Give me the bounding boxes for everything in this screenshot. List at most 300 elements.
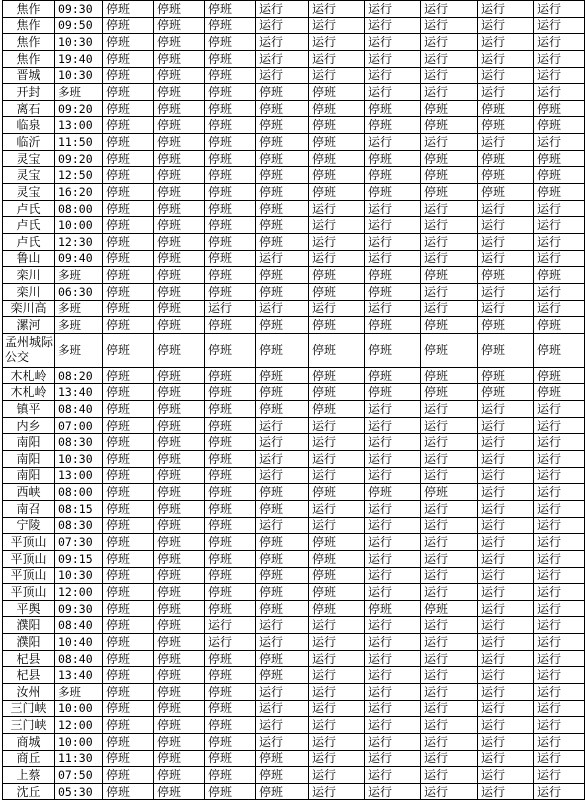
status-cell: 停班 [154,200,205,217]
status-cell: 停班 [534,150,585,167]
status-cell: 运行 [534,500,585,517]
status-cell: 运行 [478,700,534,717]
status-cell: 停班 [256,534,309,551]
status-cell: 停班 [103,184,154,201]
status-cell: 停班 [205,534,256,551]
departure-time-cell: 09:15 [55,550,103,567]
status-cell: 停班 [103,700,154,717]
table-row [3,167,585,184]
status-cell: 运行 [309,750,365,767]
destination-cell: 杞县 [3,650,55,667]
status-cell: 停班 [256,117,309,134]
status-cell: 停班 [205,467,256,484]
status-cell: 停班 [309,567,365,584]
status-cell: 运行 [421,300,478,317]
status-cell: 停班 [478,117,534,134]
departure-time-cell: 10:30 [55,67,103,84]
status-cell: 停班 [154,700,205,717]
destination-cell: 汝州 [3,683,55,700]
status-cell: 停班 [256,750,309,767]
status-cell: 停班 [103,200,154,217]
table-row [3,1,585,18]
status-cell: 停班 [365,333,421,367]
status-cell: 停班 [154,100,205,117]
table-row [3,367,585,384]
departure-time-cell: 08:30 [55,434,103,451]
status-cell: 运行 [421,783,478,800]
status-cell: 停班 [103,317,154,334]
status-cell: 运行 [309,467,365,484]
status-cell: 停班 [256,100,309,117]
departure-time-cell: 07:50 [55,767,103,784]
status-cell: 运行 [478,484,534,501]
status-cell: 运行 [256,250,309,267]
status-cell: 停班 [154,150,205,167]
status-cell: 停班 [154,417,205,434]
status-cell: 停班 [103,733,154,750]
status-cell: 运行 [534,484,585,501]
status-cell: 运行 [365,84,421,101]
status-cell: 停班 [309,84,365,101]
status-cell: 运行 [421,467,478,484]
destination-cell: 平舆 [3,600,55,617]
status-cell: 停班 [154,401,205,418]
table-row [3,650,585,667]
status-cell: 运行 [365,17,421,34]
status-cell: 停班 [154,167,205,184]
table-row [3,484,585,501]
destination-cell: 临泉 [3,117,55,134]
destination-cell: 栾川高 [3,300,55,317]
status-cell: 运行 [309,683,365,700]
status-cell: 停班 [205,184,256,201]
departure-time-cell: 08:15 [55,500,103,517]
table-row [3,217,585,234]
status-cell: 运行 [365,50,421,67]
status-cell: 运行 [478,650,534,667]
status-cell: 运行 [534,517,585,534]
status-cell: 停班 [478,317,534,334]
status-cell: 停班 [154,683,205,700]
status-cell: 运行 [309,451,365,468]
status-cell: 运行 [421,650,478,667]
status-cell: 运行 [478,1,534,18]
table-row [3,600,585,617]
status-cell: 停班 [205,84,256,101]
status-cell: 运行 [256,50,309,67]
status-cell: 停班 [103,667,154,684]
status-cell: 运行 [478,233,534,250]
status-cell: 停班 [103,217,154,234]
status-cell: 运行 [478,767,534,784]
status-cell: 运行 [421,617,478,634]
status-cell: 停班 [365,600,421,617]
status-cell: 停班 [421,267,478,284]
departure-time-cell: 13:40 [55,384,103,401]
status-cell: 运行 [256,434,309,451]
status-cell: 停班 [256,401,309,418]
status-cell: 运行 [365,67,421,84]
status-cell: 运行 [534,417,585,434]
departure-time-cell: 07:00 [55,417,103,434]
status-cell: 停班 [421,167,478,184]
status-cell: 停班 [256,500,309,517]
status-cell: 停班 [365,384,421,401]
status-cell: 停班 [103,67,154,84]
status-cell: 运行 [365,733,421,750]
status-cell: 运行 [421,84,478,101]
status-cell: 运行 [534,650,585,667]
status-cell: 运行 [478,451,534,468]
status-cell: 停班 [103,550,154,567]
status-cell: 运行 [365,783,421,800]
status-cell: 停班 [478,167,534,184]
table-row [3,767,585,784]
status-cell: 运行 [534,300,585,317]
departure-time-cell: 16:20 [55,184,103,201]
status-cell: 停班 [103,534,154,551]
status-cell: 停班 [309,584,365,601]
status-cell: 停班 [103,434,154,451]
status-cell: 运行 [534,683,585,700]
departure-time-cell: 06:30 [55,283,103,300]
departure-time-cell: 10:30 [55,567,103,584]
status-cell: 停班 [154,333,205,367]
status-cell: 停班 [154,634,205,651]
status-cell: 停班 [103,250,154,267]
status-cell: 停班 [103,484,154,501]
status-cell: 停班 [154,667,205,684]
status-cell: 运行 [256,717,309,734]
status-cell: 运行 [365,750,421,767]
status-cell: 停班 [534,317,585,334]
table-row [3,84,585,101]
status-cell: 停班 [421,384,478,401]
status-cell: 运行 [205,617,256,634]
status-cell: 停班 [534,367,585,384]
status-cell: 停班 [205,434,256,451]
departure-time-cell: 09:30 [55,600,103,617]
status-cell: 停班 [205,200,256,217]
table-row [3,500,585,517]
status-cell: 停班 [365,267,421,284]
status-cell: 停班 [365,367,421,384]
status-cell: 停班 [205,150,256,167]
status-cell: 停班 [478,267,534,284]
status-cell: 运行 [478,567,534,584]
status-cell: 停班 [421,117,478,134]
status-cell: 停班 [103,233,154,250]
status-cell: 运行 [365,500,421,517]
departure-time-cell: 08:40 [55,617,103,634]
status-cell: 停班 [154,750,205,767]
status-cell: 停班 [309,550,365,567]
status-cell: 运行 [421,550,478,567]
destination-cell: 卢氏 [3,217,55,234]
status-cell: 停班 [154,1,205,18]
destination-cell: 焦作 [3,50,55,67]
status-cell: 运行 [478,617,534,634]
destination-cell: 南阳 [3,434,55,451]
status-cell: 运行 [421,67,478,84]
status-cell: 运行 [365,417,421,434]
status-cell: 运行 [534,250,585,267]
status-cell: 运行 [534,233,585,250]
destination-cell: 南阳 [3,467,55,484]
status-cell: 停班 [103,634,154,651]
departure-time-cell: 08:40 [55,650,103,667]
status-cell: 运行 [256,634,309,651]
status-cell: 运行 [421,517,478,534]
status-cell: 运行 [421,17,478,34]
destination-cell: 木札岭 [3,367,55,384]
status-cell: 运行 [309,500,365,517]
status-cell: 停班 [478,384,534,401]
status-cell: 停班 [534,384,585,401]
departure-time-cell: 12:00 [55,584,103,601]
status-cell: 停班 [365,184,421,201]
status-cell: 运行 [421,750,478,767]
status-cell: 停班 [205,367,256,384]
status-cell: 停班 [154,467,205,484]
status-cell: 停班 [478,367,534,384]
status-cell: 停班 [103,300,154,317]
destination-cell: 灵宝 [3,167,55,184]
status-cell: 停班 [205,100,256,117]
table-row [3,100,585,117]
status-cell: 停班 [205,317,256,334]
status-cell: 运行 [534,134,585,151]
departure-time-cell: 09:40 [55,250,103,267]
status-cell: 停班 [205,34,256,51]
status-cell: 停班 [103,517,154,534]
status-cell: 运行 [534,467,585,484]
status-cell: 停班 [154,434,205,451]
status-cell: 停班 [154,650,205,667]
table-row [3,700,585,717]
status-cell: 运行 [309,217,365,234]
status-cell: 停班 [205,283,256,300]
status-cell: 运行 [256,451,309,468]
status-cell: 运行 [478,467,534,484]
status-cell: 停班 [103,467,154,484]
status-cell: 运行 [478,401,534,418]
status-cell: 运行 [421,667,478,684]
status-cell: 停班 [154,217,205,234]
status-cell: 运行 [365,517,421,534]
status-cell: 运行 [309,417,365,434]
status-cell: 运行 [534,717,585,734]
status-cell: 运行 [309,717,365,734]
table-row [3,184,585,201]
destination-cell: 平顶山 [3,567,55,584]
departure-time-cell: 12:00 [55,717,103,734]
status-cell: 停班 [256,767,309,784]
status-cell: 停班 [154,184,205,201]
destination-cell: 孟州城际公交 [3,333,55,367]
status-cell: 运行 [534,451,585,468]
status-cell: 运行 [478,584,534,601]
status-cell: 停班 [154,250,205,267]
status-cell: 停班 [534,167,585,184]
table-row [3,150,585,167]
status-cell: 运行 [478,434,534,451]
status-cell: 运行 [421,401,478,418]
destination-cell: 漯河 [3,317,55,334]
status-cell: 运行 [421,50,478,67]
status-cell: 运行 [309,733,365,750]
status-cell: 停班 [309,283,365,300]
status-cell: 停班 [103,384,154,401]
status-cell: 运行 [534,50,585,67]
status-cell: 停班 [256,184,309,201]
table-row [3,584,585,601]
status-cell: 停班 [205,1,256,18]
departure-time-cell: 09:30 [55,1,103,18]
status-cell: 停班 [154,117,205,134]
status-cell: 运行 [365,567,421,584]
destination-cell: 离石 [3,100,55,117]
status-cell: 运行 [421,200,478,217]
destination-cell: 濮阳 [3,617,55,634]
status-cell: 运行 [478,417,534,434]
table-row [3,667,585,684]
status-cell: 停班 [205,134,256,151]
status-cell: 停班 [103,750,154,767]
status-cell: 停班 [154,17,205,34]
status-cell: 停班 [103,650,154,667]
status-cell: 停班 [256,667,309,684]
status-cell: 运行 [256,67,309,84]
status-cell: 停班 [205,50,256,67]
status-cell: 运行 [478,517,534,534]
status-cell: 运行 [365,700,421,717]
destination-cell: 三门峡 [3,717,55,734]
status-cell: 停班 [103,567,154,584]
status-cell: 运行 [534,700,585,717]
destination-cell: 灵宝 [3,184,55,201]
status-cell: 停班 [154,717,205,734]
status-cell: 运行 [421,500,478,517]
status-cell: 运行 [478,550,534,567]
status-cell: 运行 [534,34,585,51]
departure-time-cell: 10:00 [55,217,103,234]
status-cell: 停班 [309,534,365,551]
status-cell: 运行 [478,84,534,101]
status-cell: 停班 [309,100,365,117]
status-cell: 运行 [365,233,421,250]
status-cell: 运行 [205,300,256,317]
status-cell: 停班 [256,384,309,401]
status-cell: 停班 [365,150,421,167]
status-cell: 停班 [309,317,365,334]
table-row [3,750,585,767]
status-cell: 运行 [309,634,365,651]
status-cell: 停班 [256,217,309,234]
status-cell: 停班 [154,783,205,800]
status-cell: 停班 [205,67,256,84]
status-cell: 运行 [534,733,585,750]
departure-time-cell: 10:30 [55,34,103,51]
status-cell: 停班 [365,283,421,300]
status-cell: 运行 [421,733,478,750]
status-cell: 运行 [534,667,585,684]
table-row [3,233,585,250]
departure-time-cell: 12:30 [55,233,103,250]
destination-cell: 平顶山 [3,584,55,601]
destination-cell: 灵宝 [3,150,55,167]
status-cell: 运行 [309,650,365,667]
status-cell: 运行 [365,550,421,567]
destination-cell: 南阳 [3,451,55,468]
departure-time-cell: 12:50 [55,167,103,184]
status-cell: 停班 [421,333,478,367]
status-cell: 运行 [478,50,534,67]
table-row [3,67,585,84]
status-cell: 运行 [365,717,421,734]
status-cell: 运行 [365,767,421,784]
status-cell: 停班 [154,67,205,84]
status-cell: 运行 [309,783,365,800]
schedule-table-body [3,1,585,800]
destination-cell: 焦作 [3,1,55,18]
status-cell: 停班 [103,451,154,468]
departure-time-cell: 11:50 [55,134,103,151]
status-cell: 停班 [205,484,256,501]
status-cell: 运行 [365,300,421,317]
status-cell: 运行 [421,567,478,584]
departure-time-cell: 13:40 [55,667,103,684]
status-cell: 运行 [365,401,421,418]
table-row [3,517,585,534]
destination-cell: 宁陵 [3,517,55,534]
departure-time-cell: 10:00 [55,733,103,750]
status-cell: 运行 [256,417,309,434]
table-row [3,717,585,734]
status-cell: 运行 [421,283,478,300]
table-row [3,451,585,468]
departure-time-cell: 07:30 [55,534,103,551]
status-cell: 停班 [103,34,154,51]
status-cell: 停班 [205,267,256,284]
status-cell: 停班 [421,150,478,167]
status-cell: 停班 [421,367,478,384]
status-cell: 停班 [205,550,256,567]
status-cell: 运行 [421,417,478,434]
status-cell: 停班 [205,650,256,667]
table-row [3,117,585,134]
status-cell: 停班 [103,167,154,184]
status-cell: 停班 [205,217,256,234]
status-cell: 停班 [154,50,205,67]
destination-cell: 三门峡 [3,700,55,717]
status-cell: 运行 [205,634,256,651]
status-cell: 运行 [534,67,585,84]
departure-time-cell: 11:30 [55,750,103,767]
status-cell: 停班 [256,367,309,384]
status-cell: 运行 [421,134,478,151]
status-cell: 运行 [478,783,534,800]
status-cell: 停班 [103,17,154,34]
status-cell: 停班 [256,584,309,601]
status-cell: 停班 [478,150,534,167]
destination-cell: 沈丘 [3,783,55,800]
status-cell: 运行 [534,283,585,300]
table-row [3,384,585,401]
status-cell: 停班 [256,167,309,184]
destination-cell: 焦作 [3,17,55,34]
status-cell: 停班 [205,250,256,267]
